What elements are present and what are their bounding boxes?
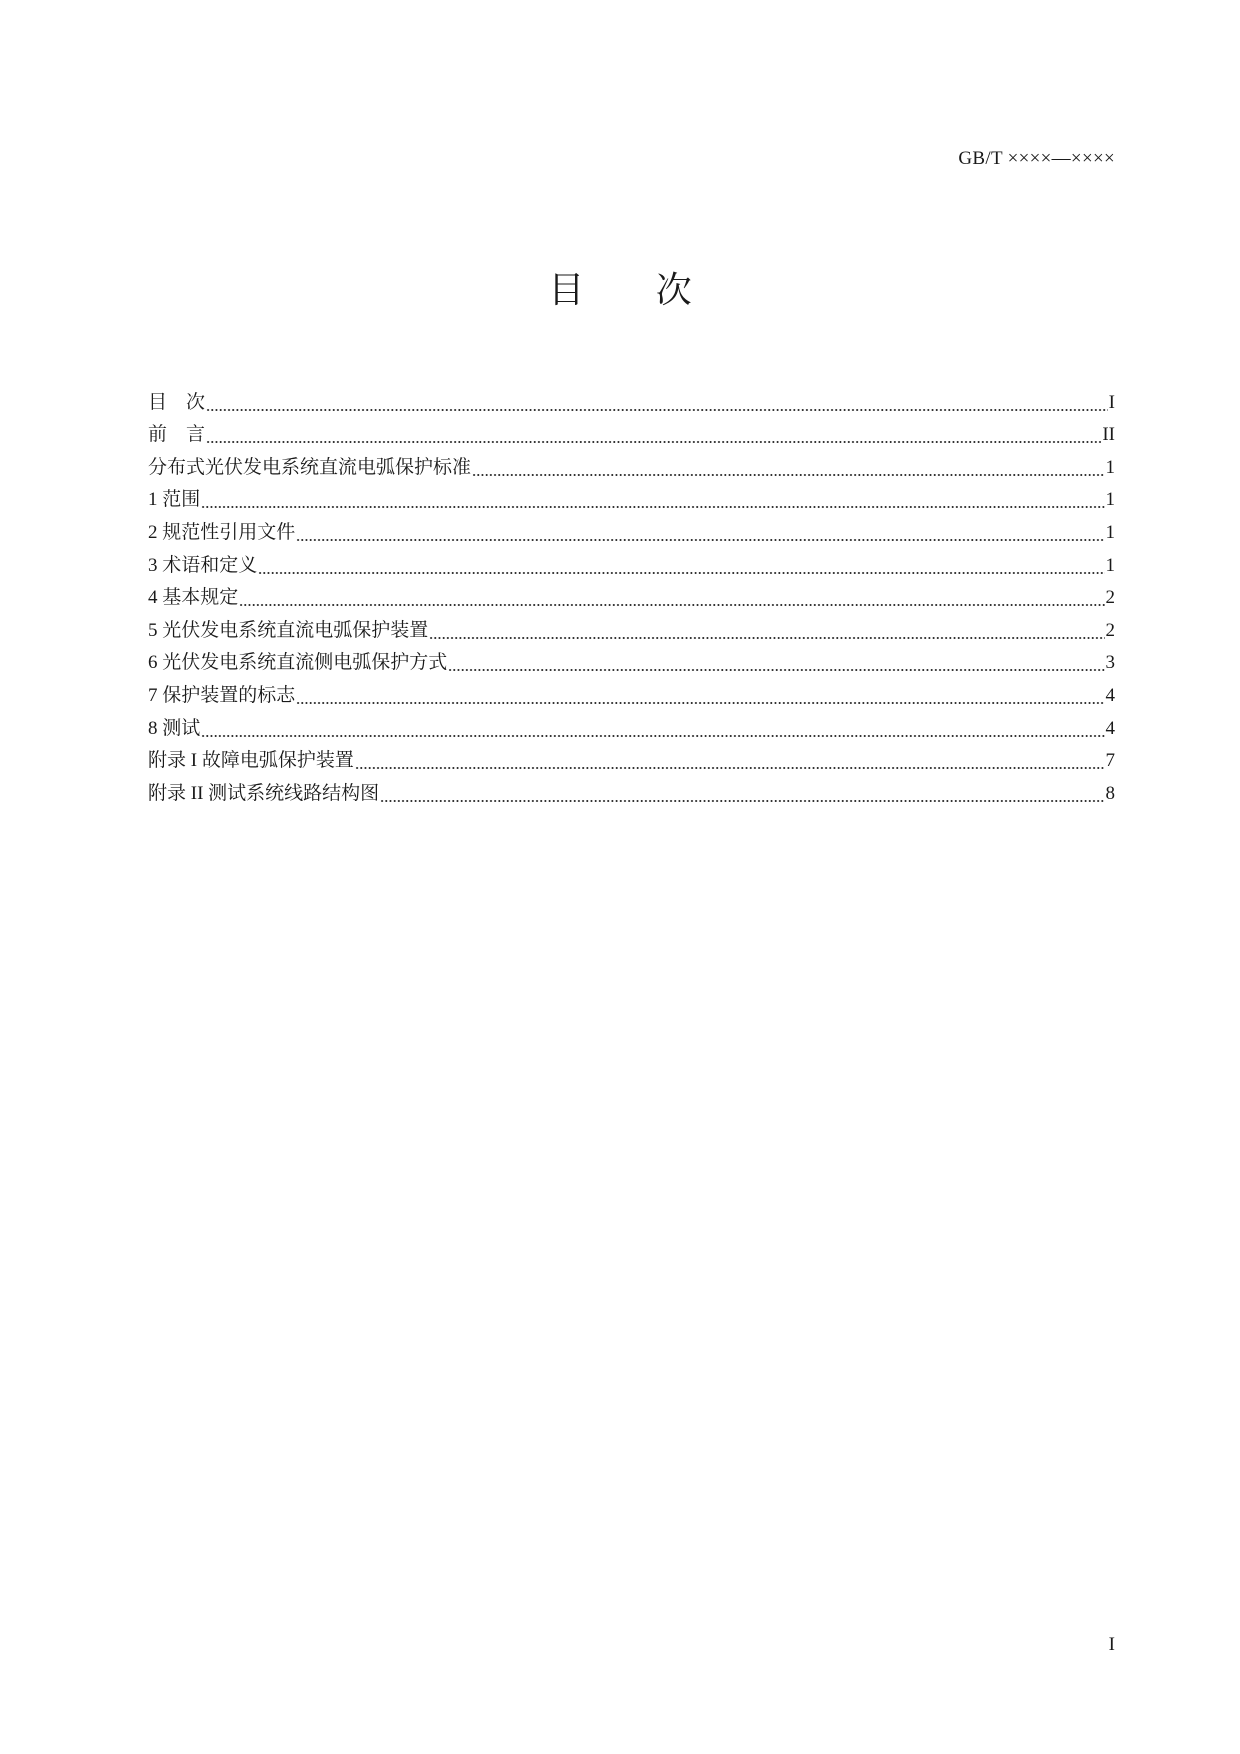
toc-entry-page: 2 [1105,587,1115,609]
toc-entry-page: 4 [1105,717,1115,739]
toc-entry-standard-title[interactable] [148,447,1115,480]
dot-leader [296,691,1104,705]
toc-entry-terms-definitions[interactable] [148,545,1115,578]
toc-entry-testing[interactable] [148,708,1115,741]
dot-leader [472,463,1104,477]
toc-entry-label: 8 测试 [148,717,201,739]
toc-entry-page: 1 [1105,489,1115,511]
dot-leader [201,724,1104,738]
toc-entry-appendix-2[interactable] [148,773,1115,806]
toc-entry-appendix-1[interactable] [148,741,1115,774]
toc-entry-page: 7 [1105,750,1115,772]
toc-entry-label: 6 光伏发电系统直流侧电弧保护方式 [148,652,448,674]
dot-leader [206,398,1108,412]
toc-entry-scope[interactable] [148,480,1115,513]
dot-leader [206,430,1101,444]
page-number: I [1108,1634,1115,1655]
toc-entry-label: 3 术语和定义 [148,554,258,576]
toc-entry-label: 前 言 [148,424,206,446]
dot-leader [429,626,1104,640]
toc-entry-normative-references[interactable] [148,512,1115,545]
toc-entry-label: 目 次 [148,391,206,413]
toc-entry-label: 附录 II 测试系统线路结构图 [148,782,380,804]
table-of-contents [148,382,1115,806]
dot-leader [258,561,1104,575]
toc-entry-page: 8 [1105,782,1115,804]
toc-entry-protection-device[interactable] [148,610,1115,643]
toc-entry-page: II [1102,424,1115,446]
toc-entry-page: 2 [1105,619,1115,641]
toc-entry-basic-provisions[interactable] [148,578,1115,611]
dot-leader [448,658,1104,672]
toc-entry-label: 分布式光伏发电系统直流电弧保护标准 [148,456,472,478]
toc-entry-foreword[interactable] [148,415,1115,448]
toc-entry-page: 4 [1105,684,1115,706]
toc-entry-page: 1 [1105,456,1115,478]
toc-entry-label: 7 保护装置的标志 [148,684,296,706]
toc-entry-page: 1 [1105,554,1115,576]
toc-entry-label: 5 光伏发电系统直流电弧保护装置 [148,619,429,641]
dot-leader [296,528,1104,542]
toc-entry-label: 4 基本规定 [148,587,239,609]
toc-entry-protection-method[interactable] [148,643,1115,676]
toc-entry-page: I [1108,391,1115,413]
dot-leader [380,789,1104,803]
toc-entry-page: 3 [1105,652,1115,674]
toc-entry-contents[interactable] [148,382,1115,415]
toc-entry-label: 2 规范性引用文件 [148,521,296,543]
toc-entry-label: 附录 I 故障电弧保护装置 [148,750,354,772]
dot-leader [355,756,1105,770]
standard-code: GB/T ××××—×××× [958,148,1115,169]
page-title: 目 次 [548,270,722,311]
toc-entry-page: 1 [1105,521,1115,543]
dot-leader [239,593,1104,607]
dot-leader [201,495,1104,509]
toc-entry-label: 1 范围 [148,489,201,511]
toc-entry-device-marking[interactable] [148,675,1115,708]
